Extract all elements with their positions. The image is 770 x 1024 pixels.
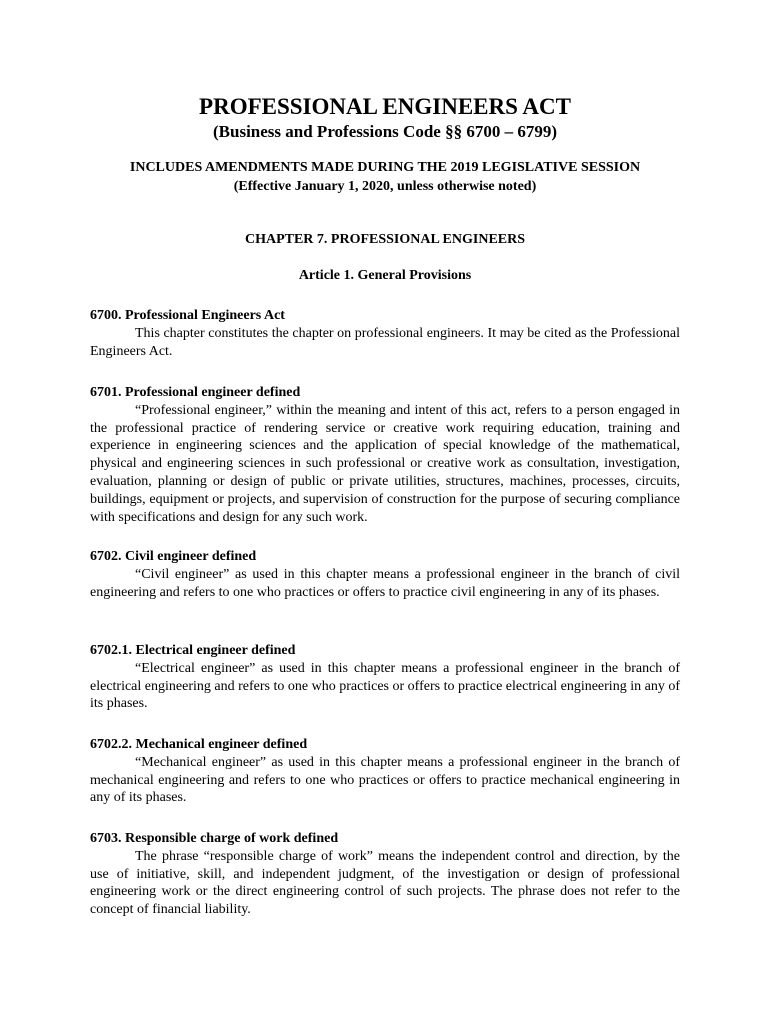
section-6700 (90, 307, 680, 360)
document-subtitle: (Business and Professions Code §§ 6700 – 6799) (213, 122, 557, 141)
effective-date: (Effective January 1, 2020, unless otherwise noted) (233, 179, 537, 194)
section-body: “Professional engineer,” within the meaning and intent of this act, refers to a person engaged in the professional practice of rendering service or creative work requiring education, training and experience in engineering sciences and the application of special knowledge of the mathematical, physical and engineering sciences in such professional or creative work as consultation, investigation, evaluation, planning or design of public or private utilities, structures, machines, processes, circuits, buildings, equipment or projects, and supervision of construction for the purpose of securing compliance with specifications and design for any such work. (90, 402, 680, 525)
chapter-heading: CHAPTER 7. PROFESSIONAL ENGINEERS (244, 232, 526, 247)
section-heading: 6702. Civil engineer defined (90, 549, 257, 564)
section-6703 (90, 830, 680, 919)
section-body: “Electrical engineer” as used in this chapter means a professional engineer in the branch of electrical engineering and refers to one who practices or offers to practice electrical engineering in any of its phases. (90, 660, 680, 712)
section-6701 (90, 384, 680, 526)
amendments-notice: INCLUDES AMENDMENTS MADE DURING THE 2019 LEGISLATIVE SESSION (129, 160, 641, 175)
section-6702-2 (90, 736, 680, 807)
section-6702 (90, 548, 680, 601)
article-heading: Article 1. General Provisions (298, 268, 472, 283)
section-heading: 6703. Responsible charge of work defined (90, 831, 339, 846)
section-body: This chapter constitutes the chapter on professional engineers. It may be cited as the Professional Engineers Act. (90, 325, 680, 359)
section-body: “Mechanical engineer” as used in this chapter means a professional engineer in the branch of mechanical engineering and refers to one who practices or offers to practice mechanical engineering in any of its phases. (90, 754, 680, 806)
section-body: “Civil engineer” as used in this chapter means a professional engineer in the branch of civil engineering and refers to one who practices or offers to practice civil engineering in any of its phases. (90, 566, 680, 600)
section-heading: 6702.1. Electrical engineer defined (90, 643, 296, 658)
section-heading: 6701. Professional engineer defined (90, 385, 301, 400)
section-6702-1 (90, 642, 680, 713)
document-title: PROFESSIONAL ENGINEERS ACT (199, 94, 571, 119)
section-body: The phrase “responsible charge of work” means the independent control and direction, by the use of initiative, skill, and independent judgment, of the investigation or design of professional engineering work or the direct engineering control of such projects. The phrase does not refer to the concept of financial liability. (90, 848, 680, 918)
section-heading: 6700. Professional Engineers Act (90, 308, 285, 323)
section-heading: 6702.2. Mechanical engineer defined (90, 737, 308, 752)
